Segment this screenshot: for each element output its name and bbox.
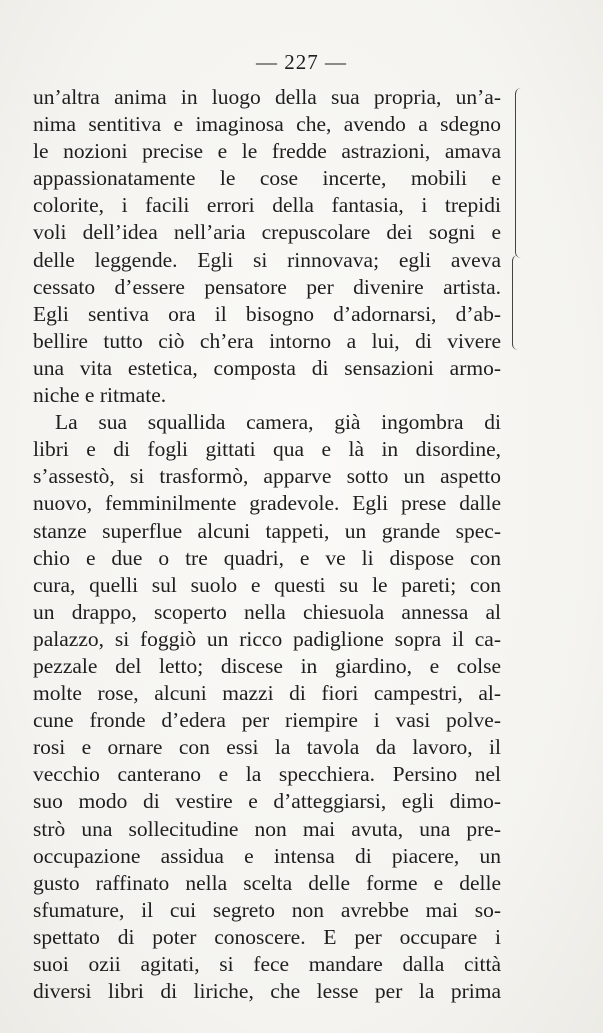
text-line: appassionatamente le cose incerte, mobili e xyxy=(33,166,501,191)
text-line: nuovo, femminilmente gradevole. Egli prese dalle xyxy=(33,491,501,516)
text-line: diversi libri di liriche, che lesse per la prima xyxy=(33,979,501,1004)
text-line: una vita estetica, composta di sensazioni armo- xyxy=(33,355,501,380)
text-line: molte rose, alcuni mazzi di fiori campestri, al- xyxy=(33,681,501,706)
text-line: un drappo, scoperto nella chiesuola annessa al xyxy=(33,599,501,624)
text-line: delle leggende. Egli si rinnovava; egli aveva xyxy=(33,247,501,272)
text-line: cura, quelli sul suolo e questi su le pareti; con xyxy=(33,572,501,597)
text-line: sfumature, il cui segreto non avrebbe mai so- xyxy=(33,897,501,922)
text-line: vecchio canterano e la specchiera. Persino nel xyxy=(33,762,501,787)
body-text xyxy=(33,84,501,1005)
text-line: strò una sollecitudine non mai avuta, una pre- xyxy=(33,816,501,841)
text-line: palazzo, si foggiò un ricco padiglione sopra il ca- xyxy=(33,626,501,651)
text-line: rosi e ornare con essi la tavola da lavoro, il xyxy=(33,735,501,760)
text-line: La sua squallida camera, già ingombra di xyxy=(55,410,501,435)
text-line: gusto raffinato nella scelta delle forme e delle xyxy=(33,870,501,895)
text-line: occupazione assidua e intensa di piacere, un xyxy=(33,843,501,868)
text-line: s’assestò, si trasformò, apparve sotto un aspetto xyxy=(33,464,501,489)
text-line: niche e ritmate. xyxy=(33,383,167,408)
text-line: spettato di poter conoscere. E per occupare i xyxy=(33,924,501,949)
text-line: le nozioni precise e le fredde astrazioni, amava xyxy=(33,139,501,164)
text-line: suoi ozii agitati, si fece mandare dalla città xyxy=(33,952,501,976)
text-line: suo modo di vestire e d’atteggiarsi, egli dimo- xyxy=(33,789,501,814)
text-line: libri e di fogli gittati qua e là in disordine, xyxy=(33,437,501,462)
text-line: Egli sentiva ora il bisogno d’adornarsi, d’ab- xyxy=(33,301,501,326)
text-line: nima sentitiva e imaginosa che, avendo a sdegno xyxy=(33,112,501,137)
text-line: cessato d’essere pensatore per divenire artista. xyxy=(33,274,501,299)
text-line: colorite, i facili errori della fantasia, i trepidi xyxy=(33,193,501,218)
page-number: — 227 — xyxy=(256,50,347,74)
text-line: pezzale del letto; discese in giardino, e colse xyxy=(33,653,501,678)
margin-bracket-mark xyxy=(515,88,522,258)
text-line: cune fronde d’edera per riempire i vasi polve- xyxy=(33,708,501,733)
text-line: stanze superflue alcuni tappeti, un grande spec- xyxy=(33,518,501,543)
text-line: un’altra anima in luogo della sua propria, un’a- xyxy=(33,85,501,109)
text-line: bellire tutto ciò ch’era intorno a lui, di vivere xyxy=(33,328,501,353)
text-line: chio e due o tre quadri, e ve li dispose con xyxy=(33,545,501,570)
margin-bracket-mark xyxy=(512,255,519,350)
text-line: voli dell’idea nell’aria crepuscolare dei sogni e xyxy=(33,220,501,245)
